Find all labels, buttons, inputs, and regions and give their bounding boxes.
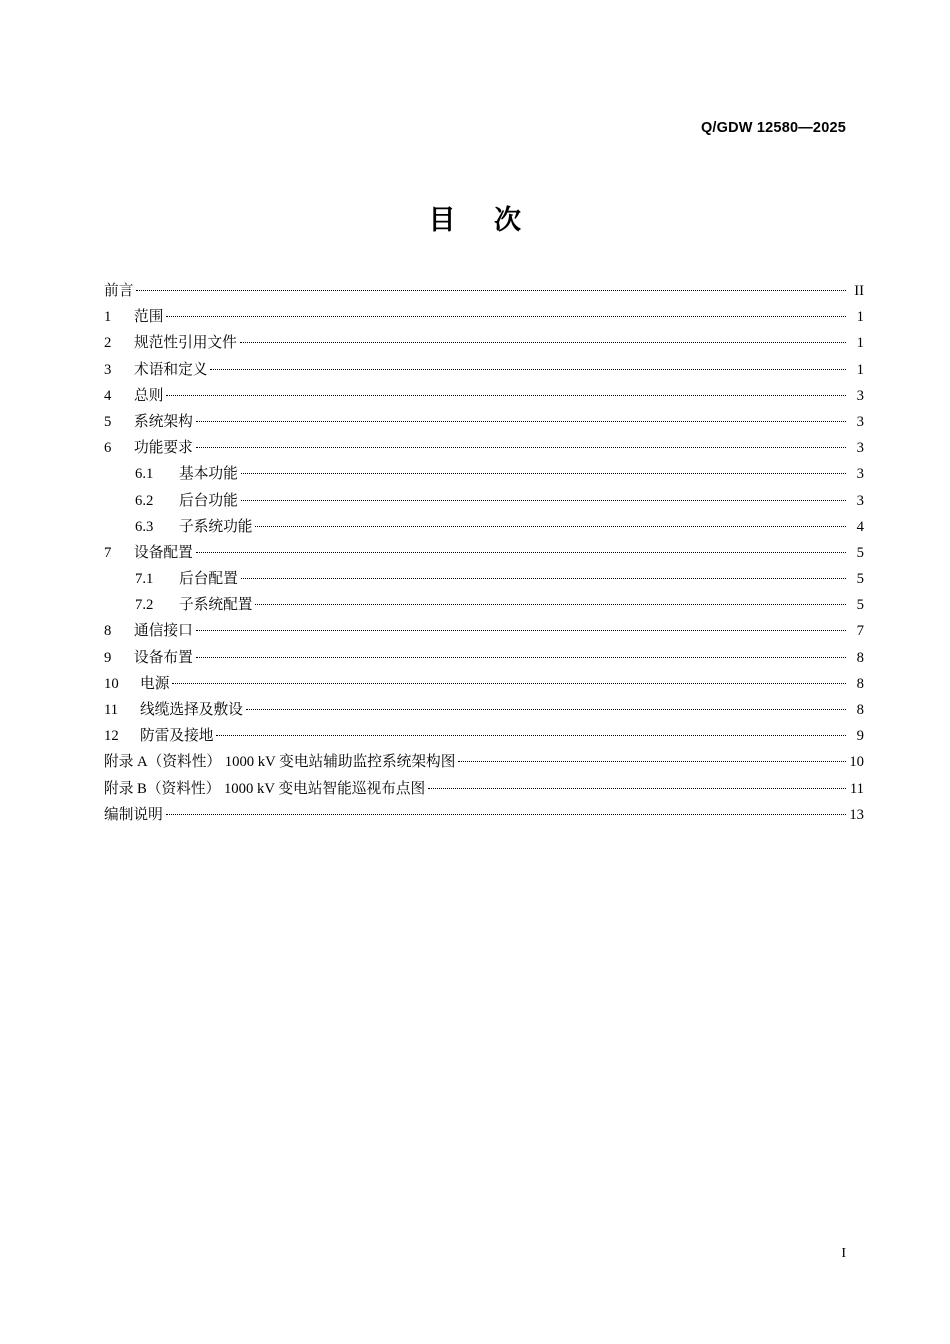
toc-leader-dots	[241, 464, 846, 478]
toc-entry[interactable]	[104, 595, 864, 621]
toc-entry-label: 附录 B（资料性） 1000 kV 变电站智能巡视布点图	[104, 780, 426, 797]
toc-entry-label: 线缆选择及敷设	[140, 702, 243, 718]
toc-entry[interactable]	[104, 491, 864, 517]
toc-entry-label: 术语和定义	[134, 361, 208, 378]
toc-entry[interactable]	[104, 621, 864, 647]
toc-entry[interactable]	[104, 333, 864, 359]
toc-entry-number: 6.3	[135, 518, 154, 535]
toc-leader-dots	[196, 438, 846, 452]
toc-entry[interactable]	[104, 805, 864, 831]
toc-entry[interactable]	[104, 543, 864, 569]
toc-entry-page: 1	[856, 335, 864, 352]
toc-entry[interactable]	[104, 412, 864, 438]
toc-leader-dots	[166, 805, 846, 819]
toc-entry-page: 5	[856, 571, 864, 588]
toc-entry-number: 8	[104, 623, 112, 640]
toc-entry-page: 8	[856, 649, 864, 666]
toc-entry-number: 4	[104, 387, 112, 404]
toc-entry-number: 6.2	[135, 492, 154, 509]
toc-entry-label: 后台功能	[179, 492, 238, 509]
toc-leader-dots	[172, 674, 846, 688]
toc-entry-number: 5	[104, 413, 112, 430]
toc-leader-dots	[136, 281, 846, 295]
toc-entry-number: 10	[104, 675, 119, 692]
toc-leader-dots	[166, 386, 846, 400]
toc-entry-page: 4	[856, 518, 864, 535]
toc-entry-label: 通信接口	[134, 623, 193, 640]
toc-entry-label: 子系统配置	[179, 597, 253, 614]
toc-leader-dots	[241, 569, 846, 583]
page-title	[0, 198, 950, 237]
toc-entry-page: 5	[856, 597, 864, 614]
toc-leader-dots	[196, 621, 846, 635]
toc-entry[interactable]	[104, 307, 864, 333]
page-title-char-1: 目	[428, 205, 456, 235]
toc-entry-label: 规范性引用文件	[134, 335, 237, 352]
toc-entry-label: 设备布置	[134, 649, 193, 666]
toc-entry-number: 9	[104, 649, 112, 666]
toc-entry-label: 前言	[104, 283, 134, 299]
toc-entry-page: 3	[856, 387, 864, 404]
toc-entry-number: 1	[104, 309, 112, 326]
toc-entry-page: 3	[856, 440, 864, 457]
toc-entry-number: 7.1	[135, 571, 154, 588]
toc-entry-page: II	[854, 283, 864, 299]
toc-leader-dots	[246, 700, 846, 714]
toc-entry-page: 9	[856, 728, 864, 745]
toc-entry[interactable]	[104, 386, 864, 412]
toc-entry-label: 设备配置	[134, 544, 193, 561]
toc-leader-dots	[216, 726, 846, 740]
toc-entry-number: 6.1	[135, 466, 154, 483]
toc-entry-page: 13	[849, 806, 864, 823]
toc-entry[interactable]	[104, 281, 864, 307]
toc-entry-page: 8	[856, 675, 864, 692]
toc-entry-label: 功能要求	[134, 440, 193, 457]
toc-entry[interactable]	[104, 438, 864, 464]
toc-entry[interactable]	[104, 360, 864, 386]
toc-entry-label: 防雷及接地	[140, 728, 214, 745]
toc-entry[interactable]	[104, 700, 864, 726]
toc-entry-page: 3	[856, 492, 864, 509]
toc-leader-dots	[196, 412, 846, 426]
toc-entry-label: 范围	[134, 309, 164, 326]
toc-entry-label: 系统架构	[134, 413, 193, 430]
toc-entry-number: 12	[104, 728, 119, 745]
toc-entry-page: 7	[856, 623, 864, 640]
toc-entry[interactable]	[104, 726, 864, 752]
toc-entry-page: 5	[856, 544, 864, 561]
toc-entry[interactable]	[104, 674, 864, 700]
toc-entry[interactable]	[104, 569, 864, 595]
toc-leader-dots	[196, 543, 846, 557]
page-title-char-2: 次	[494, 205, 522, 235]
standard-code-header: Q/GDW 12580—2025	[700, 120, 846, 136]
toc-entry-page: 1	[856, 361, 864, 378]
toc-leader-dots	[255, 595, 846, 609]
toc-entry-label: 编制说明	[104, 806, 163, 823]
toc-entry[interactable]	[104, 779, 864, 805]
toc-entry-number: 6	[104, 440, 112, 457]
toc-entry[interactable]	[104, 648, 864, 674]
toc-entry-number: 7.2	[135, 597, 154, 614]
toc-leader-dots	[196, 648, 846, 662]
toc-entry-label: 总则	[134, 387, 164, 404]
footer-page-number: I	[841, 1246, 846, 1261]
toc-entry[interactable]	[104, 517, 864, 543]
toc-entry-page: 3	[856, 413, 864, 430]
toc-leader-dots	[210, 360, 846, 374]
toc-entry-page: 10	[849, 754, 864, 771]
toc-leader-dots	[241, 491, 846, 505]
toc-leader-dots	[240, 333, 846, 347]
toc-leader-dots	[458, 752, 846, 766]
toc-entry-number: 2	[104, 335, 112, 352]
table-of-contents	[104, 281, 864, 831]
toc-entry-label: 电源	[140, 675, 170, 692]
toc-entry-number: 3	[104, 361, 112, 378]
toc-entry-number: 11	[104, 702, 119, 718]
toc-entry-label: 子系统功能	[179, 518, 253, 535]
toc-leader-dots	[428, 779, 846, 793]
toc-entry-label: 后台配置	[179, 571, 238, 588]
toc-entry-label: 基本功能	[179, 466, 238, 483]
toc-entry[interactable]	[104, 464, 864, 490]
toc-entry-number: 7	[104, 544, 112, 561]
toc-entry-page: 8	[856, 702, 864, 718]
toc-leader-dots	[255, 517, 846, 531]
toc-entry-page: 11	[849, 780, 864, 797]
toc-entry-page: 3	[856, 466, 864, 483]
toc-entry-page: 1	[856, 309, 864, 326]
toc-entry-label: 附录 A（资料性） 1000 kV 变电站辅助监控系统架构图	[104, 754, 456, 771]
toc-entry[interactable]	[104, 752, 864, 778]
toc-leader-dots	[166, 307, 846, 321]
